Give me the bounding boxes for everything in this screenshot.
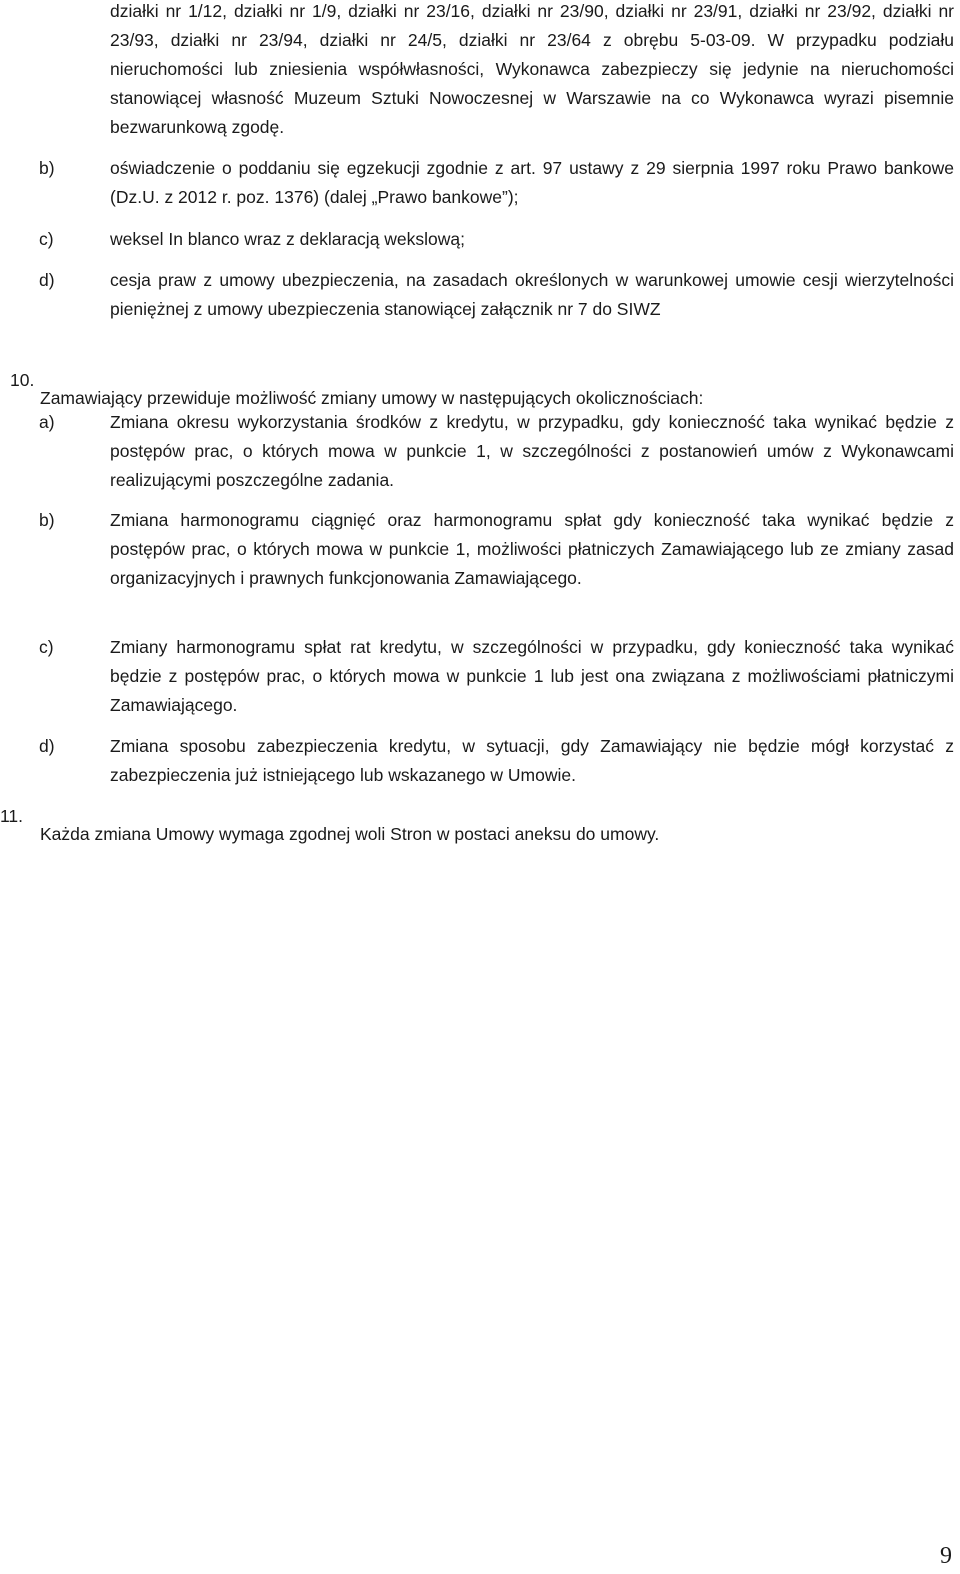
- list-item-text: Zmiana sposobu zabezpieczenia kredytu, w sytuacji, gdy Zamawiający nie będzie mógł korzystać z zabezpieczenia już istniejącego lub wskazanego w Umowie.: [110, 736, 954, 785]
- continuation-paragraph: działki nr 1/12, działki nr 1/9, działki nr 23/16, działki nr 23/90, działki nr 23/91, działki nr 23/92, działki nr 23/93, działki nr 23/94, działki nr 24/5, działki nr 23/64 z obrębu 5-03-09. W przypadku podziału nieruchomości lub zniesienia współwłasności, Wykonawca zabezpieczy się jedynie na nieruchomości stanowiącej własność Muzeum Sztuki Nowoczesnej w Warszawie na co Wykonawca wyrazi pisemnie bezwarunkową zgodę.: [110, 1, 954, 137]
- list-marker: c): [39, 229, 54, 249]
- list-marker: d): [39, 270, 55, 290]
- list-item-text: weksel In blanco wraz z deklaracją wekslową;: [110, 229, 466, 249]
- section-number: 11.: [0, 806, 24, 826]
- page-number: 9: [940, 1543, 952, 1569]
- list-item-text: Zmiana okresu wykorzystania środków z kredytu, w przypadku, gdy konieczność taka wynikać będzie z postępów prac, o których mowa w punkcie 1, w szczególności z postanowień umów z Wykonawcami realizującymi poszczególne zadania.: [110, 412, 954, 490]
- list-marker: b): [39, 158, 55, 178]
- list-marker: b): [39, 510, 55, 530]
- list-item-text: cesja praw z umowy ubezpieczenia, na zasadach określonych w warunkowej umowie cesji wierzytelności pieniężnej z umowy ubezpieczenia stanowiącej załącznik nr 7 do SIWZ: [110, 270, 954, 319]
- section-number: 10.: [10, 370, 35, 390]
- list-item-text: oświadczenie o poddaniu się egzekucji zgodnie z art. 97 ustawy z 29 sierpnia 1997 roku Prawo bankowe (Dz.U. z 2012 r. poz. 1376) (dalej „Prawo bankowe”);: [110, 158, 954, 207]
- list-marker: c): [39, 637, 54, 657]
- list-item-text: Zmiana harmonogramu ciągnięć oraz harmonogramu spłat gdy konieczność taka wynikać będzie z postępów prac, o których mowa w punkcie 1, możliwości płatniczych Zamawiającego lub ze zmiany zasad organizacyjnych i prawnych funkcjonowania Zamawiającego.: [110, 510, 954, 588]
- list-marker: d): [39, 736, 55, 756]
- section-text: Zamawiający przewiduje możliwość zmiany umowy w następujących okolicznościach:: [40, 387, 704, 408]
- list-marker: a): [39, 412, 55, 432]
- section-text: Każda zmiana Umowy wymaga zgodnej woli Stron w postaci aneksu do umowy.: [40, 823, 660, 844]
- list-item-text: Zmiany harmonogramu spłat rat kredytu, w szczególności w przypadku, gdy konieczność taka wynikać będzie z postępów prac, o których mowa w punkcie 1 lub jest ona związana z możliwościami płatniczymi Zamawiającego.: [110, 637, 954, 715]
